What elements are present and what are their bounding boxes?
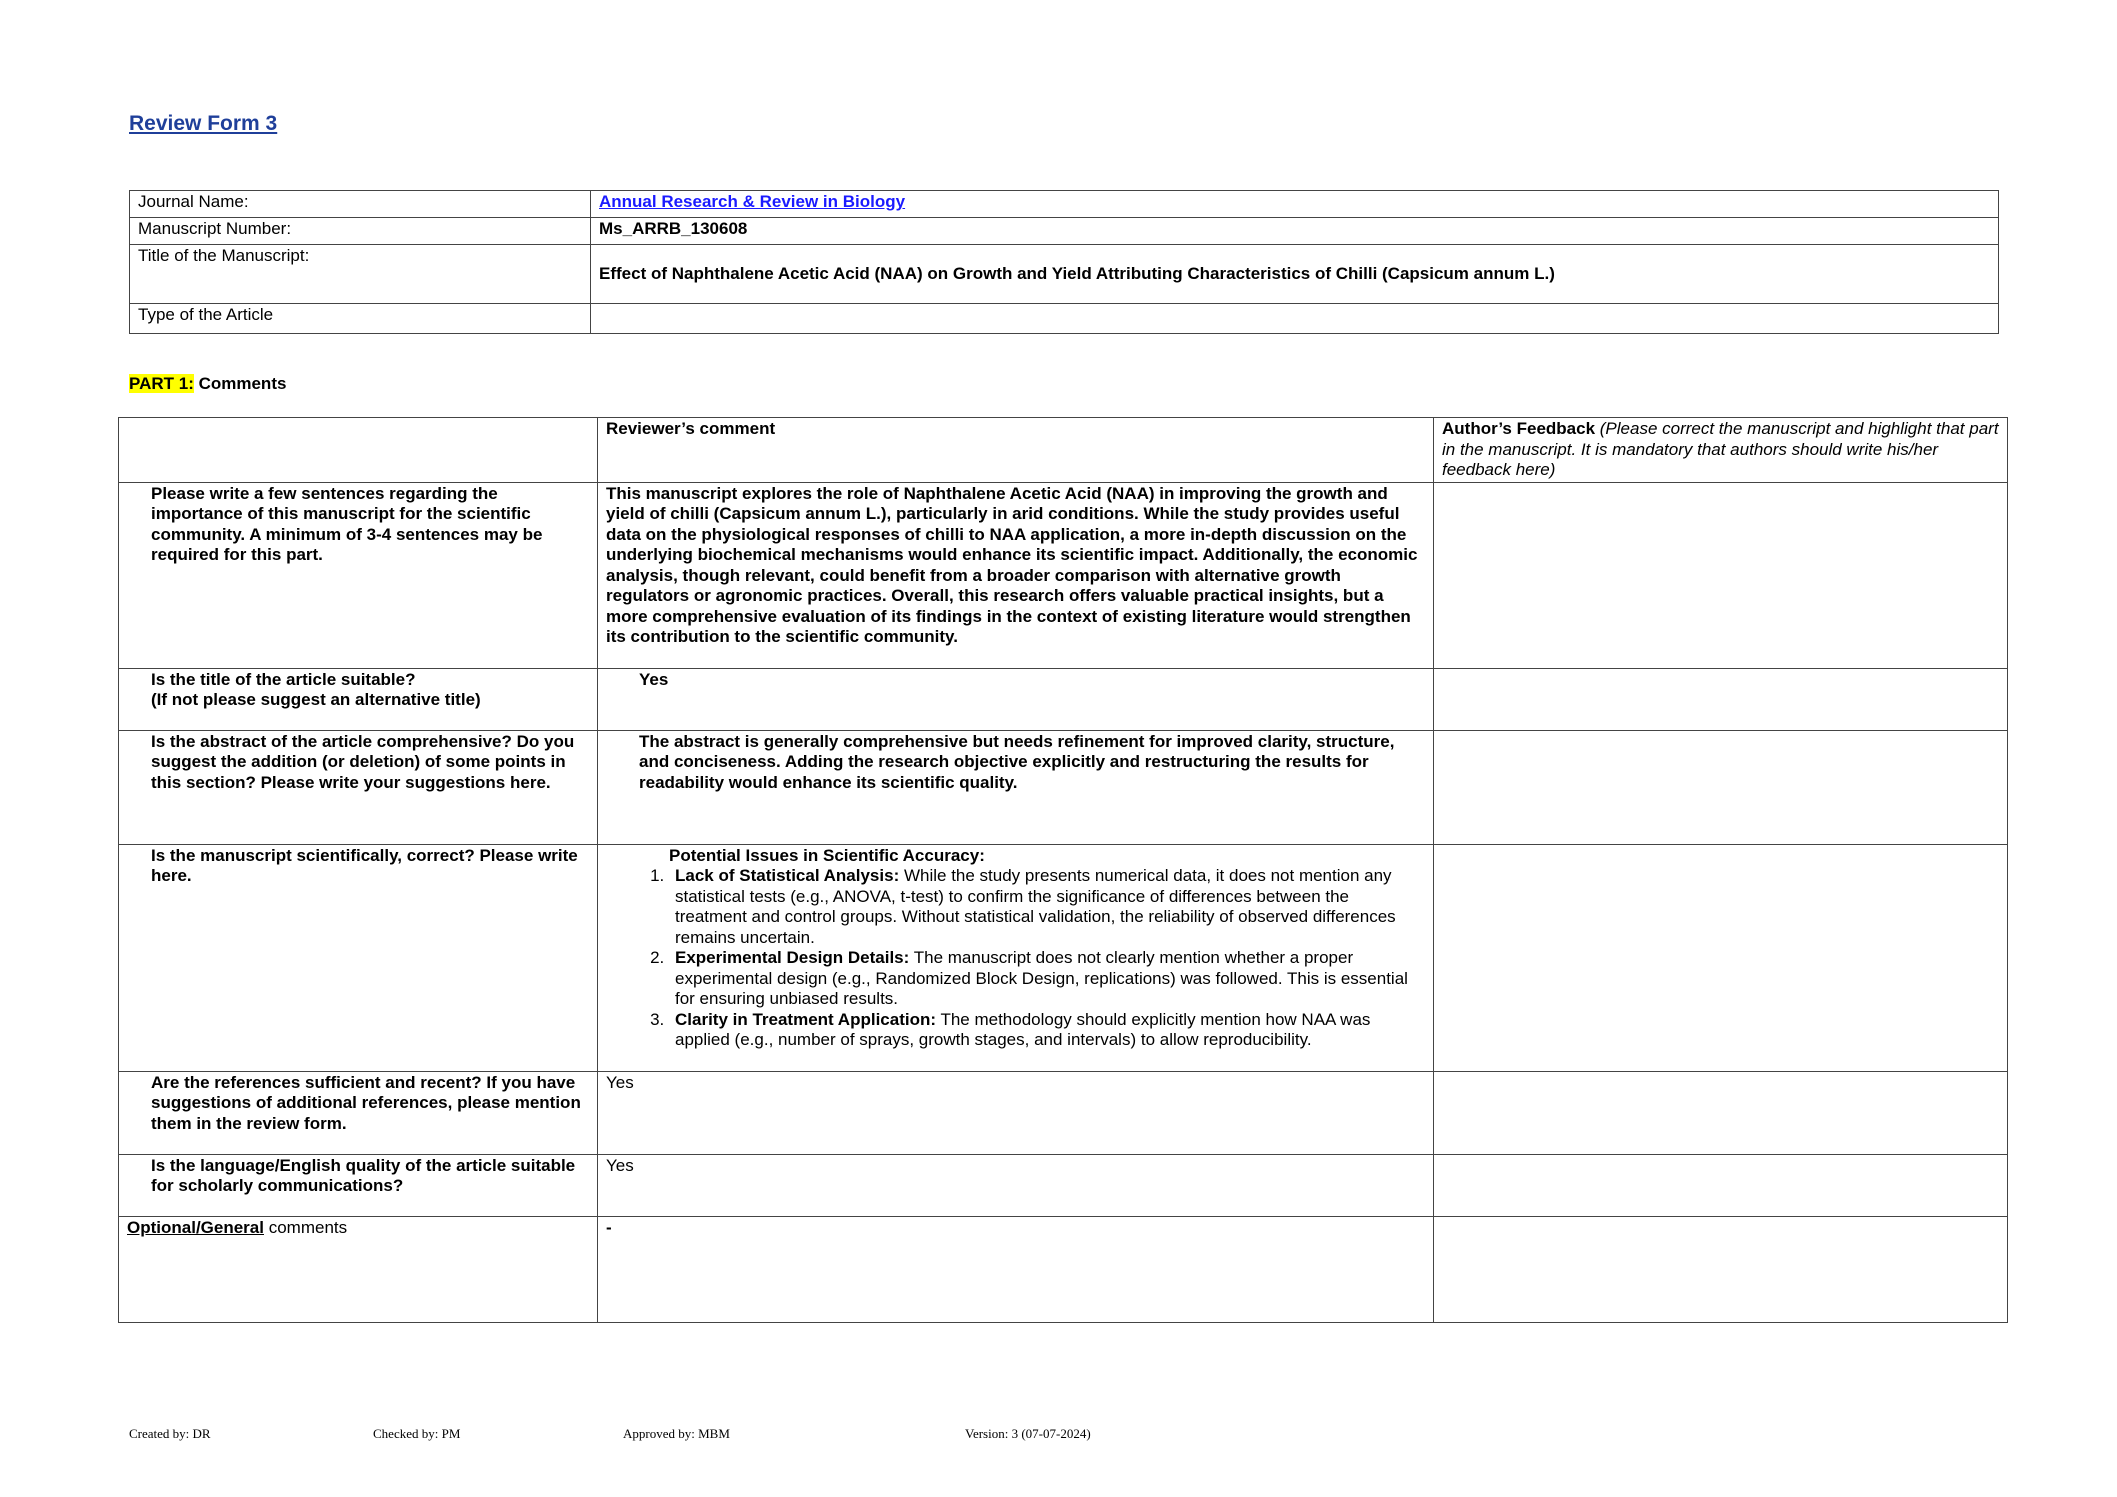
issues-list (669, 866, 1425, 1051)
title-label: Title of the Manuscript: (130, 245, 591, 304)
type-value[interactable] (591, 304, 1999, 334)
manuscript-title: Effect of Naphthalene Acetic Acid (NAA) on Growth and Yield Attributing Characteristics of Chilli (Capsicum annum L.) (591, 245, 1999, 304)
question: Is the language/English quality of the article suitable for scholarly communications? (119, 1154, 598, 1216)
ms-number: Ms_ARRB_130608 (591, 218, 1999, 245)
optional-label-bold: Optional/General (127, 1217, 264, 1237)
author-feedback-cell[interactable] (1434, 1216, 2008, 1322)
author-feedback-note: (Please correct the manuscript and highlight that part in the manuscript. It is mandatory that authors should write his/her feedback here) (1442, 419, 1999, 479)
question: Is the abstract of the article comprehensive? Do you suggest the addition (or deletion) of some points in this section? Please write your suggestions here. (119, 730, 598, 844)
author-feedback-cell[interactable] (1434, 1071, 2008, 1154)
author-feedback-cell[interactable] (1434, 844, 2008, 1071)
issue-title: Clarity in Treatment Application: (675, 1009, 937, 1029)
question (119, 668, 598, 730)
issue-item (669, 1010, 1425, 1051)
question: Is the manuscript scientifically, correct? Please write here. (119, 844, 598, 1071)
question: Please write a few sentences regarding the importance of this manuscript for the scientific community. A minimum of 3-4 sentences may be required for this part. (119, 482, 598, 668)
reviewer-comment: Yes (598, 1071, 1434, 1154)
part-title: Comments (193, 374, 287, 393)
author-feedback-cell[interactable] (1434, 668, 2008, 730)
part-heading (129, 374, 286, 395)
manuscript-info-table (129, 190, 1999, 334)
author-feedback-cell[interactable] (1434, 730, 2008, 844)
issue-text: The methodology should explicitly mention how NAA was applied (e.g., number of sprays, growth stages, and intervals) to allow reproducibility. (675, 1009, 1371, 1049)
ms-label: Manuscript Number: (130, 218, 591, 245)
author-feedback-header (1434, 418, 2008, 483)
reviewer-comment: This manuscript explores the role of Naphthalene Acetic Acid (NAA) in improving the growth and yield of chilli (Capsicum annum L.), particularly in arid conditions. While the study provides useful data on the physiological responses of chilli to NAA application, a more in-depth discussion on the underlying biochemical mechanisms would enhance its scientific impact. Additionally, the economic analysis, though relevant, could benefit from a broader comparison with alternative growth regulators or agronomic practices. Overall, this research offers valuable practical insights, but a more comprehensive evaluation of its findings in the context of existing literature would strengthen its contribution to the scientific community. (598, 482, 1434, 668)
author-feedback-cell[interactable] (1434, 1154, 2008, 1216)
author-feedback-cell[interactable] (1434, 482, 2008, 668)
comments-table (118, 417, 2008, 1323)
created-by: Created by: DR (129, 1426, 211, 1441)
reviewer-comment-header: Reviewer’s comment (598, 418, 1434, 483)
reviewer-comment: The abstract is generally comprehensive but needs refinement for improved clarity, structure, and conciseness. Adding the research objective explicitly and restructuring the results for readability would enhance its scientific quality. (598, 730, 1434, 844)
issue-item (669, 948, 1425, 1010)
reviewer-comment: Yes (598, 1154, 1434, 1216)
issue-title: Lack of Statistical Analysis: (675, 866, 900, 885)
journal-link[interactable]: Annual Research & Review in Biology (599, 192, 906, 211)
checked-by: Checked by: PM (373, 1426, 461, 1441)
author-feedback-title: Author’s Feedback (1442, 419, 1596, 438)
issue-item (669, 866, 1425, 948)
form-title: Review Form 3 (129, 112, 278, 135)
issues-heading: Potential Issues in Scientific Accuracy: (669, 845, 985, 865)
reviewer-comment: Yes (598, 668, 1434, 730)
version: Version: 3 (07-07-2024) (965, 1426, 1091, 1441)
optional-comments-label (119, 1216, 598, 1322)
question: Are the references sufficient and recent? If you have suggestions of additional references, please mention them in the review form. (119, 1071, 598, 1154)
reviewer-comment (598, 844, 1434, 1071)
question-line: (If not please suggest an alternative title) (151, 690, 481, 709)
issue-text: While the study presents numerical data, it does not mention any statistical tests (e.g., ANOVA, t-test) to confirm the significance of differences between the treatment and control groups. Without statistical validation, the reliability of observed differences remains uncertain. (675, 866, 1396, 947)
issue-text: The manuscript does not clearly mention whether a proper experimental design (e.g., Randomized Block Design, replications) was followed. This is essential for ensuring unbiased results. (675, 948, 1408, 1008)
question-line: Is the title of the article suitable? (151, 669, 416, 689)
journal-label: Journal Name: (130, 191, 591, 218)
issue-title: Experimental Design Details: (675, 948, 910, 967)
optional-label-rest: comments (263, 1217, 348, 1237)
reviewer-comment: - (598, 1216, 1434, 1322)
part-label: PART 1: (129, 374, 194, 393)
type-label: Type of the Article (130, 304, 591, 334)
approved-by: Approved by: MBM (623, 1426, 730, 1441)
